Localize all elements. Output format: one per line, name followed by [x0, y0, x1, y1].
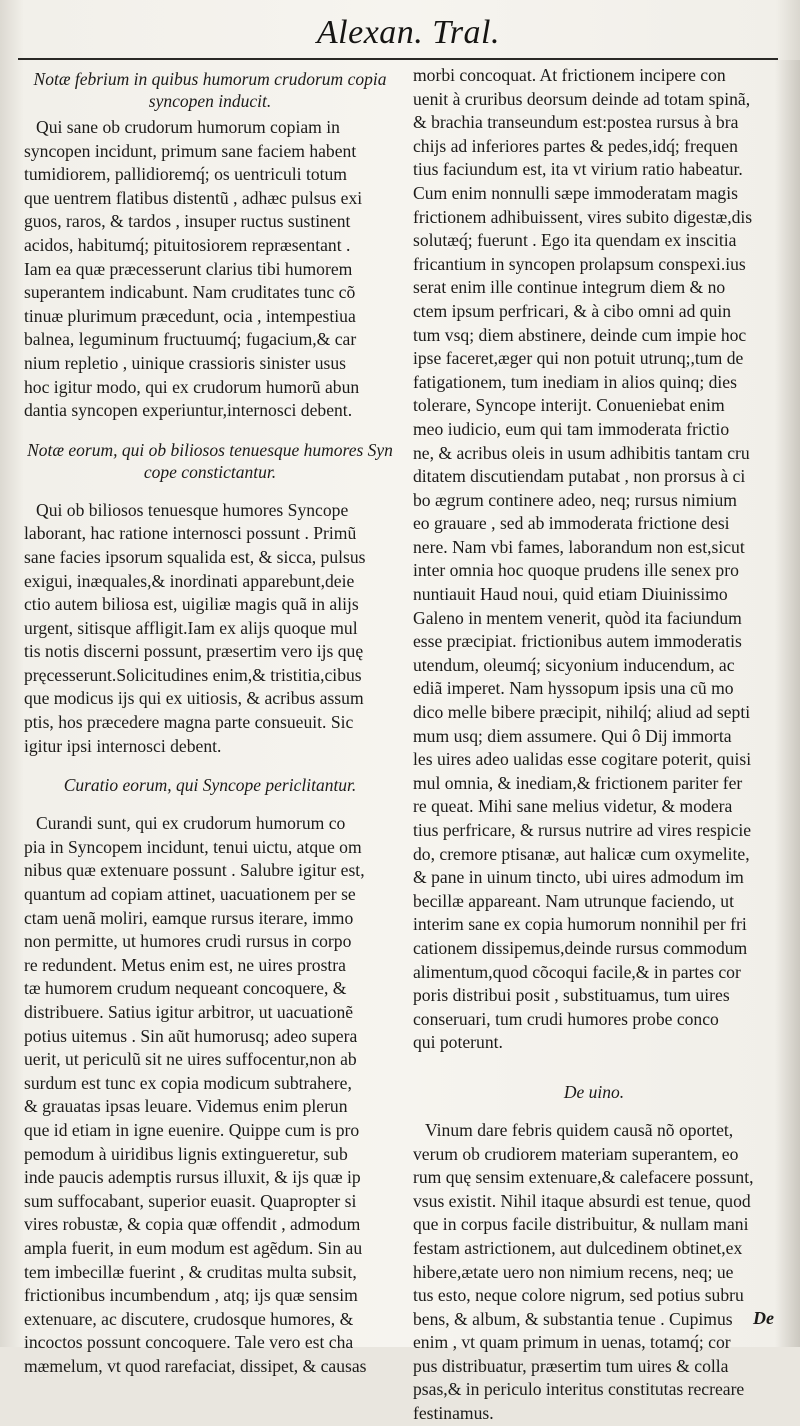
text-line: distribuere. Satius igitur arbitror, ut uacuationẽ — [24, 1002, 354, 1022]
paragraph — [24, 116, 396, 423]
text-line: uerit, ut periculũ sit ne uires suffocentur,non ab — [24, 1049, 357, 1070]
text-line: alimentum,quod cõcoqui facile,& in partes cor — [413, 961, 741, 982]
text-line: guos, raros, & tardos , insuper ructus sustinent — [24, 211, 351, 232]
text-line: hoc igitur modo, qui ex crudorum humorũ abun — [24, 376, 360, 397]
text-line: les uires adeo ualidas esse cogitare poterit, quisi — [413, 749, 752, 770]
text-line: enim , vt quam primum in uenas, totamq́; cor — [413, 1332, 731, 1353]
text-line: mum usq; diem assumere. Qui ô Dij immorta — [413, 725, 732, 746]
text-line: nuntiauit Haud noui, quid etiam Diuinissimo — [413, 584, 728, 605]
spacer — [24, 423, 396, 435]
text-line: igitur ipsi internosci debent. — [24, 735, 222, 756]
text-line: interim sane ex copia humorum nonnihil per fri — [413, 914, 747, 935]
text-line: tolerare, Syncope interijt. Conueniebat enim — [413, 395, 725, 416]
text-line: hibere,ætate uero non nimium recens, neq; ue — [413, 1261, 734, 1282]
running-title: Alexan. Tral. — [316, 14, 500, 51]
text-line: sane facies ipsorum squalida est, & sicca, pulsus — [24, 546, 366, 567]
text-line: morbi concoquat. At frictionem incipere con — [413, 65, 726, 85]
text-line: ampla fuerit, in eum modum est agẽdum. Sin au — [24, 1237, 363, 1258]
spacer — [413, 1107, 775, 1119]
section-heading — [413, 1081, 775, 1103]
text-line: tinuæ plurimum præcedunt, ocia , intempestiua — [24, 305, 356, 326]
text-line: tius faciundum est, ita vt virium ratio habeatur. — [413, 159, 743, 180]
text-line: meo iudicio, eum qui tam immoderata frictio — [413, 418, 730, 439]
text-line: surdum est tunc ex copia modicum subtrahere, — [24, 1072, 352, 1093]
text-line: que in corpus facile distribuitur, & nullam mani — [413, 1214, 749, 1235]
text-line: ditatem discutiendam putabat , non prorsus à ci — [413, 466, 746, 487]
text-line: esse præcipiat. frictionibus autem immoderatis — [413, 631, 742, 652]
text-line: ctio autem biliosa est, uigiliæ magis quã in alijs — [24, 594, 359, 615]
text-line: pus distribuatur, præsertim tum uires & colla — [413, 1355, 729, 1376]
text-line: vsus existit. Nihil itaque absurdi est tenue, quod — [413, 1190, 751, 1211]
text-line: & grauatas ipsas leuare. Videmus enim plerun — [24, 1096, 348, 1117]
text-line: sum suffocabant, superior euasit. Quapropter si — [24, 1190, 357, 1211]
text-line: Qui ob biliosos tenuesque humores Syncope — [36, 499, 349, 520]
heading-line: De uino. — [563, 1081, 625, 1102]
text-line: do, cremore ptisanæ, aut halicæ cum oxymelite, — [413, 843, 750, 864]
paragraph — [24, 499, 396, 759]
text-line: ctam uenã moliri, eamque rursus iterare, immo — [24, 907, 354, 928]
text-line: solutæq́; fuerunt . Ego ita quendam ex inscitia — [413, 230, 737, 251]
text-line: incoctos possunt concoquere. Tale vero est cha — [24, 1332, 354, 1353]
text-line: rum quę sensim extenuare,& calefacere possunt, — [413, 1167, 754, 1188]
spacer — [413, 1055, 775, 1077]
text-line: tem imbecillæ fuerint , & cruditas multa subsit, — [24, 1261, 357, 1282]
text-line: becillæ appareant. Nam utrunque faciendo, ut — [413, 890, 734, 911]
text-line: tus esto, neque colore nigrum, sed potius subru — [413, 1285, 744, 1306]
text-line: Vinum dare febris quidem causã nõ oportet, — [425, 1119, 734, 1140]
text-line: psas,& in periculo interitus constitutas recreare — [413, 1379, 745, 1400]
text-line: nium repletio , uinique crassioris sinister usus — [24, 352, 347, 373]
heading-line: Notæ eorum, qui ob biliosos tenuesque humores Syn — [27, 439, 393, 460]
text-line: vires robustæ, & copia quæ offendit , admodum — [24, 1214, 361, 1235]
text-line: re queat. Mihi sane melius videtur, & modera — [413, 796, 733, 817]
heading-line: cope constictantur. — [143, 461, 277, 482]
text-line: utendum, oleumq́; sicyonium inducendum, ac — [413, 654, 735, 675]
paragraph — [24, 812, 396, 1378]
text-line: uenit à cruribus deorsum deinde ad totam spinã, — [413, 88, 751, 109]
text-line: & pane in uinum tincto, ubi uires admodum im — [413, 867, 744, 888]
text-line: que uentrem flatibus distentũ , adhæc pulsus exi — [24, 187, 363, 208]
text-line: extenuare, ac discutere, crudosque humores, & — [24, 1308, 354, 1329]
text-line: tum vsq; diem abstinere, deinde cum impie hoc — [413, 324, 747, 345]
text-line: exigui, inæquales,& inordinati apparebunt,deie — [24, 570, 355, 591]
text-line: Galeno in mentem venerit, quòd ita faciundum — [413, 607, 742, 628]
text-line: fatigationem, tum inediam in alios quinq; dies — [413, 371, 737, 392]
text-line: potius uitemus . Sin aũt humorusq; adeo supera — [24, 1025, 358, 1046]
text-line: Iam ea quæ præcesserunt clarius tibi humorem — [24, 258, 353, 279]
text-line: festinamus. — [413, 1403, 494, 1424]
running-header — [0, 14, 800, 52]
heading-line: Curatio eorum, qui Syncope periclitantur. — [63, 775, 357, 796]
paragraph — [413, 1119, 775, 1426]
text-line: Curandi sunt, qui ex crudorum humorum co — [36, 813, 346, 834]
text-line: acidos, habitumq́; pituitosiorem repræsentant . — [24, 234, 351, 255]
text-line: ediã imperet. Nam hyssopum ipsis una cũ mo — [413, 678, 734, 699]
text-line: frictionem adhibuissent, vires subito digestæ,dis — [413, 206, 753, 227]
text-line: tumidiorem, pallidioremq́; os uentriculi totum — [24, 164, 347, 185]
text-line: ipse faceret,æger qui non potuit utrunq;,tum de — [413, 348, 744, 369]
text-line: & brachia transeundum est:postea rursus à bra — [413, 112, 739, 133]
text-line: non permitte, ut humores crudi rursus in corpo — [24, 931, 352, 952]
text-line: laborant, hac ratione internosci possunt . Primũ — [24, 523, 357, 544]
text-line: eo grauare , sed ab immoderata frictione desi — [413, 513, 730, 534]
text-line: inter omnia hoc quoque prudens ille senex pro — [413, 560, 739, 581]
text-line: dantia syncopen experiuntur,internosci debent. — [24, 400, 353, 421]
text-line: que id etiam in igne euenire. Quippe cum is pro — [24, 1119, 360, 1140]
text-line: mul omnia, & inediam,& frictionem pariter fer — [413, 772, 743, 793]
text-line: que modicus ijs qui ex uitiosis, & acribus assum — [24, 688, 364, 709]
text-line: tius perfricare, & rursus nutrire ad vires respicie — [413, 820, 752, 840]
text-line: pręcesserunt.Solicitudines enim,& tristitia,cibus — [24, 664, 362, 685]
text-line: qui poterunt. — [413, 1032, 503, 1053]
header-rule — [18, 58, 778, 60]
catchword: De — [753, 1308, 774, 1328]
text-line: tæ humorem crudum nequeant concoquere, & — [24, 978, 347, 999]
spacer — [24, 758, 396, 770]
text-line: festam astrictionem, aut dulcedinem obtinet,ex — [413, 1237, 743, 1258]
text-line: pia in Syncopem incidunt, tenui uictu, atque om — [24, 836, 362, 857]
text-line: quantum ad copiam attinet, uacuationem per se — [24, 884, 356, 905]
text-line: syncopen incidunt, primum sane faciem habent — [24, 140, 357, 161]
text-line: cationem dissipemus,deinde rursus commodum — [413, 937, 748, 958]
text-line: urgent, sitisque affligit.Iam ex alijs quoque mul — [24, 617, 358, 638]
heading-line: syncopen inducit. — [148, 91, 272, 111]
section-heading — [24, 774, 396, 796]
page-edge-shadow — [774, 60, 800, 1347]
left-column — [24, 64, 396, 1379]
text-line: ne, & acribus oleis in usum adhibitis tantam cru — [413, 442, 750, 463]
text-line: serat enim ille continue integrum diem & no — [413, 277, 726, 298]
text-line: bo ægrum continere adeo, neq; rursus nimium — [413, 489, 737, 510]
text-line: dico melle bibere præcipit, nihilq́; aliud ad septi — [413, 702, 751, 723]
text-line: pemodum à uiridibus lignis extingueretur, sub — [24, 1143, 348, 1164]
spacer — [24, 487, 396, 499]
heading-line: Notæ febrium in quibus humorum crudorum copia — [33, 69, 387, 89]
paragraph — [413, 64, 775, 1055]
text-line: nibus quæ extenuare possunt . Salubre igitur est, — [24, 860, 365, 881]
text-line: ptis, hos præcedere magna parte consueuit. Sic — [24, 712, 354, 733]
text-line: conseruari, tum crudi humores probe conco — [413, 1008, 719, 1029]
text-line: bens, & album, & substantia tenue . Cupimus — [413, 1308, 733, 1329]
text-line: verum ob crudiorem materiam superantem, eo — [413, 1143, 739, 1164]
text-line: Cum enim nonnulli sæpe immoderatam magis — [413, 182, 738, 203]
right-column — [413, 64, 775, 1426]
text-line: chijs ad inferiores partes & pedes,idq́; frequen — [413, 135, 738, 156]
text-line: tis notis discerni possunt, præsertim vero ijs quę — [24, 641, 364, 662]
text-line: frictionibus incumbendum , atq; ijs quæ sensim — [24, 1285, 358, 1306]
text-line: mæmelum, vt quod rarefaciat, dissipet, & causas — [24, 1355, 367, 1376]
section-heading — [24, 439, 396, 483]
text-line: superantem indicabunt. Nam cruditates tunc cõ — [24, 282, 356, 303]
text-line: balnea, leguminum fructuumq́; fugacium,& car — [24, 329, 357, 350]
spacer — [24, 800, 396, 812]
text-line: poris distribui posit , substituamus, tum uires — [413, 985, 730, 1006]
text-line: ctem ipsum perfricari, & à cibo omni ad quin — [413, 300, 732, 321]
text-line: Qui sane ob crudorum humorum copiam in — [36, 117, 340, 137]
section-heading — [24, 68, 396, 112]
text-line: nere. Nam vbi fames, laborandum non est,sicut — [413, 536, 745, 557]
text-line: re redundent. Metus enim est, ne uires prostra — [24, 954, 346, 975]
text-line: fricantium in syncopen prolapsum conspexi.ius — [413, 253, 746, 274]
text-line: inde paucis ademptis rursus illuxit, & ijs quæ ip — [24, 1167, 361, 1188]
